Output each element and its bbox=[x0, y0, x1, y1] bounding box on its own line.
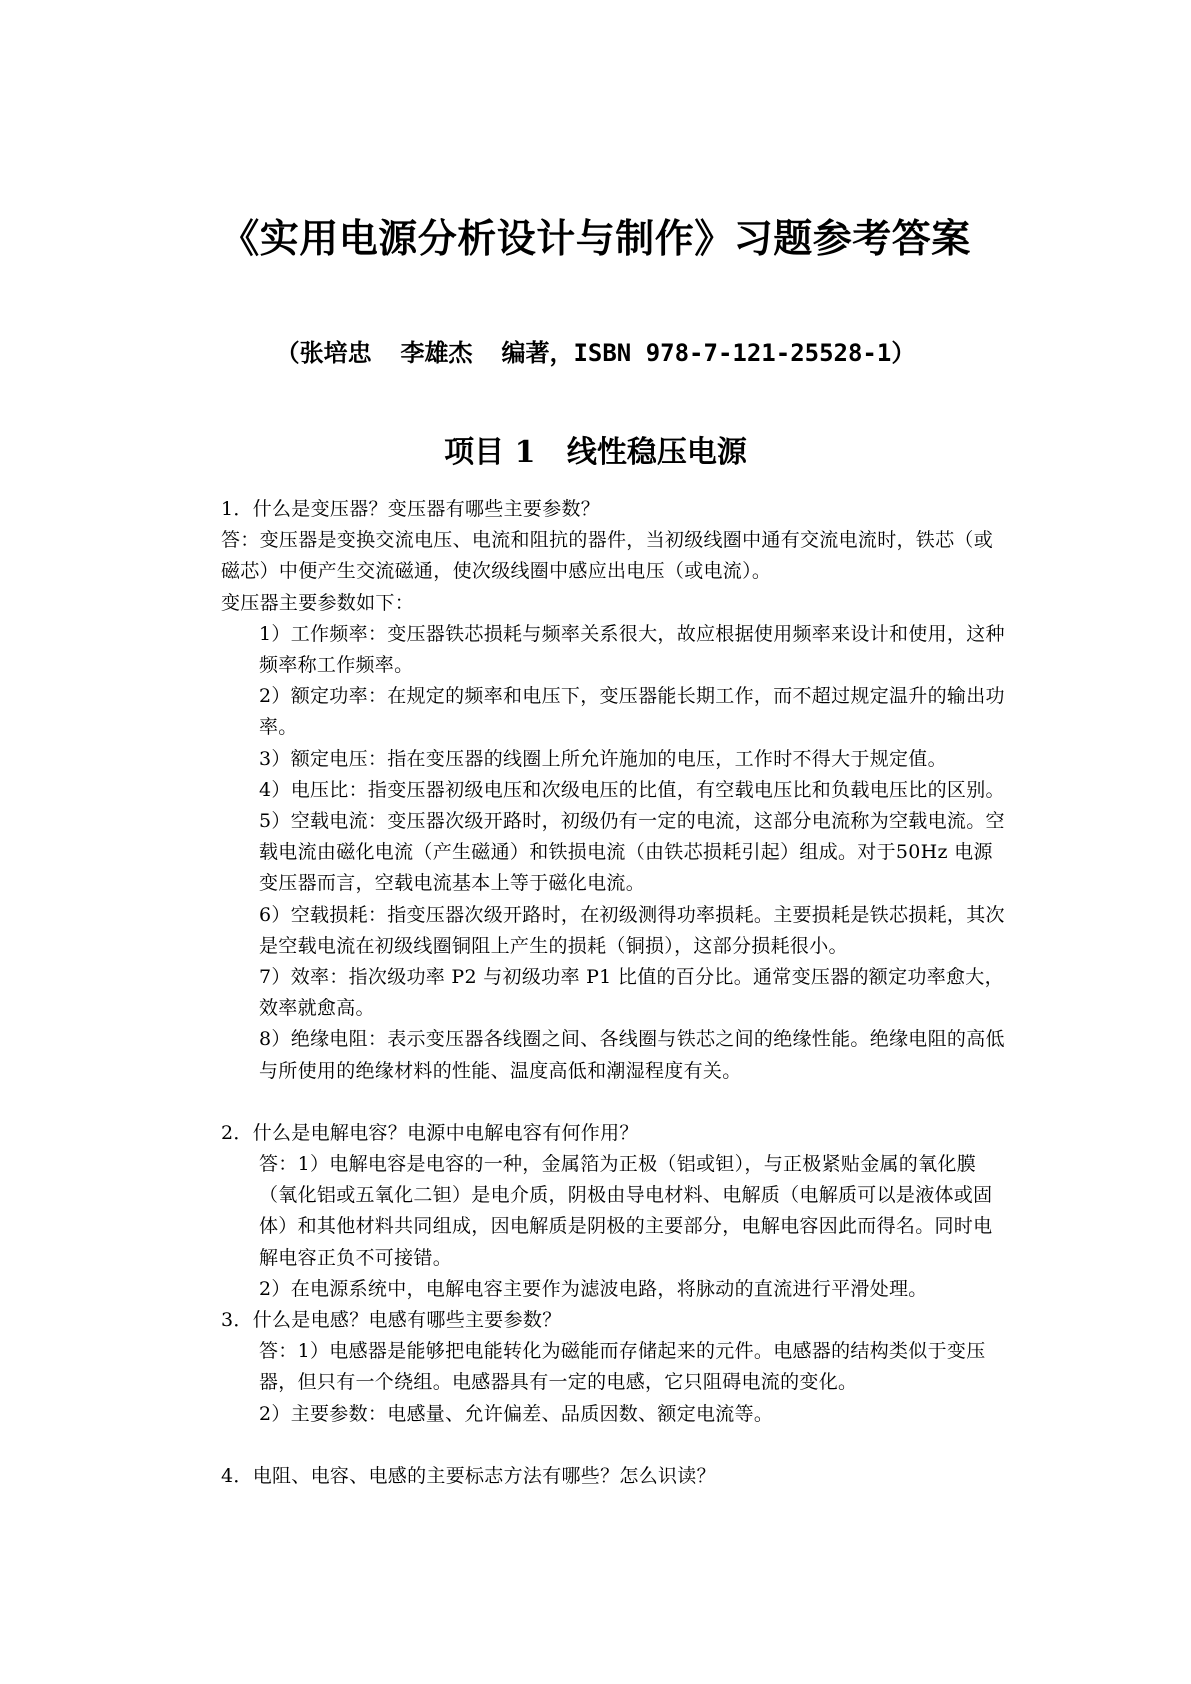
answer-1-item: 1）工作频率：变压器铁芯损耗与频率关系很大，故应根据使用频率来设计和使用，这种频率称工作频率。 bbox=[259, 622, 1005, 677]
answer-1-item: 7）效率：指次级功率 P2 与初级功率 P1 比值的百分比。通常变压器的额定功率愈大，效率就愈高。 bbox=[259, 966, 1004, 1020]
answer-1-params-intro: 变压器主要参数如下： bbox=[221, 591, 415, 614]
answer-3-part-1: 答：1）电感器是能够把电能转化为磁能而存储起来的元件。电感器的结构类似于变压器，但只有一个绕组。电感器具有一定的电感，它只阻碍电流的变化。 bbox=[259, 1340, 986, 1394]
question-4: 4．电阻、电容、电感的主要标志方法有哪些？怎么识读？ bbox=[221, 1464, 716, 1487]
answer-3-part-2: 2）主要参数：电感量、允许偏差、品质因数、额定电流等。 bbox=[259, 1402, 774, 1425]
section-heading: 项目 1 线性稳压电源 bbox=[444, 435, 747, 470]
document-title: 《实用电源分析设计与制作》习题参考答案 bbox=[220, 217, 971, 262]
answer-2-part-1: 答：1）电解电容是电容的一种，金属箔为正极（铝或钽），与正极紧贴金属的氧化膜（氧化铝或五氧化二钽）是电介质，阴极由导电材料、电解质（电解质可以是液体或固体）和其他材料共同组成，因电解质是阴极的主要部分，电解电容因此而得名。同时电解电容正负不可接错。 bbox=[259, 1153, 993, 1269]
answer-1-item: 3）额定电压：指在变压器的线圈上所允许施加的电压，工作时不得大于规定值。 bbox=[259, 747, 947, 770]
document-subtitle: （张培忠 李雄杰 编著，ISBN 978-7-121-25528-1） bbox=[275, 339, 916, 367]
answer-1: 答：变压器是变换交流电压、电流和阻抗的器件，当初级线圈中通有交流电流时，铁芯（或磁芯）中便产生交流磁通，使次级线圈中感应出电压（或电流）。 bbox=[221, 529, 994, 583]
paragraph-gap bbox=[221, 1430, 1011, 1461]
answer-2-part-2: 2）在电源系统中，电解电容主要作为滤波电路，将脉动的直流进行平滑处理。 bbox=[259, 1277, 928, 1300]
answer-1-item: 2）额定功率：在规定的频率和电压下，变压器能长期工作，而不超过规定温升的输出功率。 bbox=[259, 685, 1005, 739]
answer-1-item: 4）电压比：指变压器初级电压和次级电压的比值，有空载电压比和负载电压比的区别。 bbox=[259, 778, 1005, 801]
question-1: 1．什么是变压器？变压器有哪些主要参数？ bbox=[221, 498, 601, 520]
question-2: 2．什么是电解电容？电源中电解电容有何作用？ bbox=[221, 1121, 639, 1144]
question-3: 3．什么是电感？电感有哪些主要参数？ bbox=[221, 1309, 562, 1332]
answer-1-item: 5）空载电流：变压器次级开路时，初级仍有一定的电流，这部分电流称为空载电流。空载电流由磁化电流（产生磁通）和铁损电流（由铁芯损耗引起）组成。对于50Hz 电源变压器而言，空载电流基本上等于磁化电流。 bbox=[259, 810, 1005, 895]
document-body bbox=[221, 494, 1011, 1492]
answer-1-item: 8）绝缘电阻：表示变压器各线圈之间、各线圈与铁芯之间的绝缘性能。绝缘电阻的高低与所使用的绝缘材料的性能、温度高低和潮湿程度有关。 bbox=[259, 1028, 1005, 1082]
paragraph-gap bbox=[221, 1087, 1011, 1118]
answer-1-item: 6）空载损耗：指变压器次级开路时，在初级测得功率损耗。主要损耗是铁芯损耗，其次是空载电流在初级线圈铜阻上产生的损耗（铜损），这部分损耗很小。 bbox=[259, 903, 1005, 957]
